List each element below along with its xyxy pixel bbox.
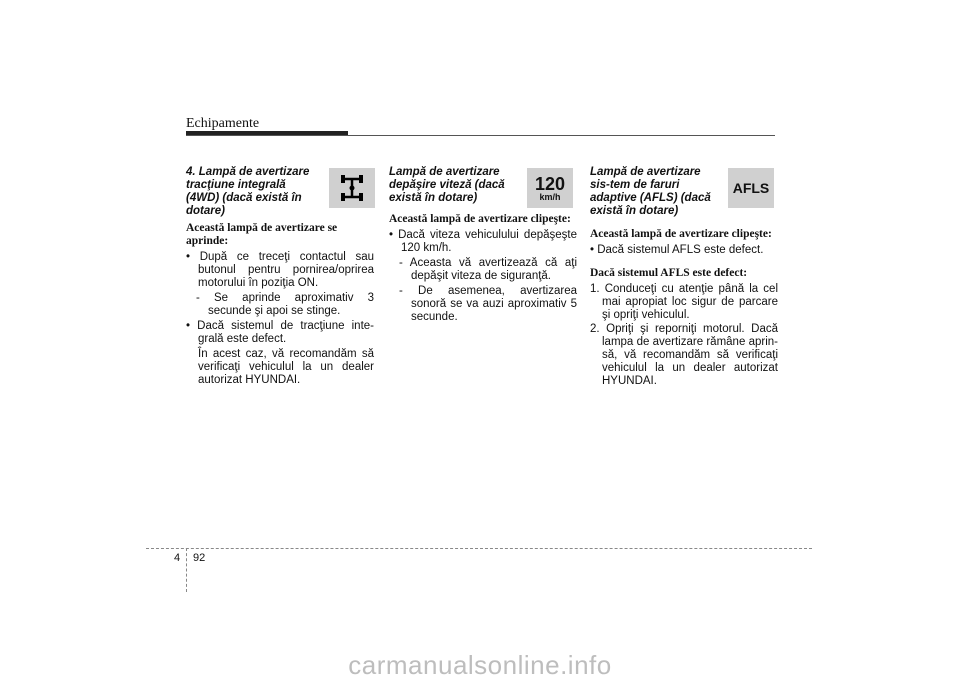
section-heading-4wd: 4. Lampă de avertizare tracţiune integrală (4WD) (dacă există în dotare)	[186, 166, 310, 217]
watermark: carmanualsonline.info	[348, 650, 612, 680]
intro-text: Această lampă de avertizare clipeşte:	[389, 213, 571, 225]
intro-text: Această lampă de avertizare clipeşte:	[590, 228, 772, 240]
sub-item: - De asemenea, avertizarea sonoră se va auzi aproximativ 5 secunde.	[399, 285, 577, 323]
column-overspeed	[389, 166, 577, 326]
numbered-item: 1. Conduceţi cu atenţie până la cel mai apropiat loc sigur de parcare şi opriţi vehiculul.	[590, 283, 778, 321]
column-4wd	[186, 166, 374, 389]
paragraph: În acest caz, vă recomandăm să verificaţi vehiculul la un dealer autorizat HYUNDAI.	[198, 348, 374, 386]
footer-dashed-rule	[146, 548, 812, 549]
section-heading-overspeed: Lampă de avertizare depăşire viteză (dacă există în dotare)	[389, 166, 505, 204]
numbered-item: 2. Opriţi şi reporniţi motorul. Dacă lampa de avertizare rămâne aprin-să, vă recomandăm să verificaţi vehiculul la un dealer autorizat HYUNDAI.	[590, 323, 778, 387]
speed-limit-value: 120	[534, 173, 566, 194]
header-thin-rule	[186, 135, 775, 136]
bullet-item: • Dacă viteza vehiculului depăşeşte 120 km/h.	[389, 229, 577, 254]
speed-unit: km/h	[539, 191, 561, 202]
sub-item: - Se aprinde aproximativ 3 secunde şi apoi se stinge.	[196, 292, 374, 317]
page-header-title: Echipamente	[186, 116, 260, 131]
section-heading-afls: Lampă de avertizare sis-tem de faruri adaptive (AFLS) (dacă există în dotare)	[590, 166, 711, 217]
bullet-item: • Dacă sistemul de tracţiune inte-grală este defect.	[186, 320, 374, 345]
bullet-item: • Dacă sistemul AFLS este defect.	[590, 244, 764, 256]
page-number: 92	[193, 552, 206, 564]
chapter-number: 4	[174, 552, 181, 564]
footer-dashed-divider	[186, 548, 187, 592]
sub-item: - Aceasta vă avertizează că aţi depăşit viteza de siguranţă.	[399, 257, 577, 282]
intro-text: Dacă sistemul AFLS este defect:	[590, 267, 748, 279]
intro-text: Această lampă de avertizare se aprinde:	[186, 222, 338, 247]
afls-warning-icon: AFLS	[728, 168, 774, 208]
bullet-item: • După ce treceţi contactul sau butonul pentru pornirea/oprirea motorului în poziţia ON.	[186, 251, 374, 289]
column-afls	[590, 166, 778, 389]
